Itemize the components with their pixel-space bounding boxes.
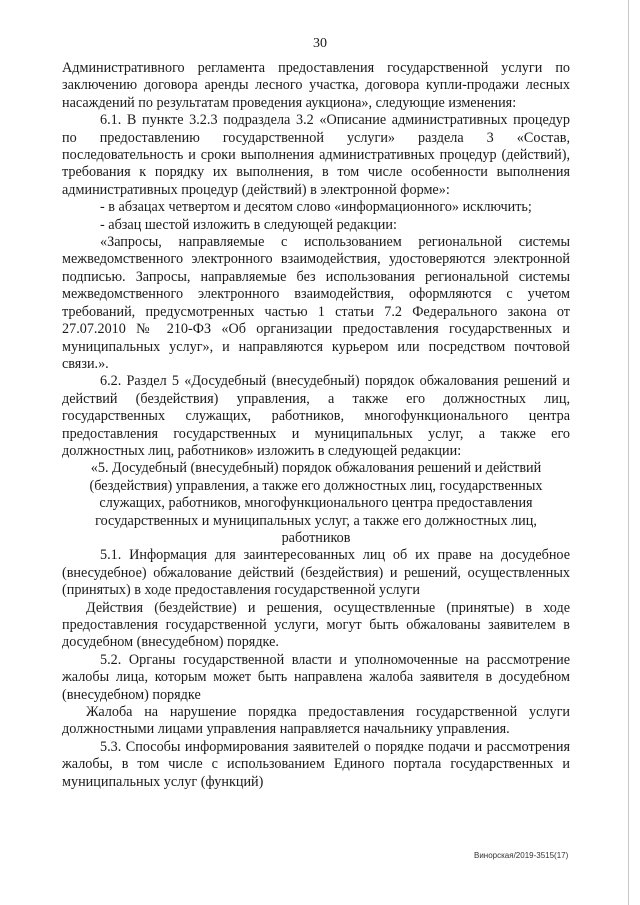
document-body [62, 60, 570, 791]
footer-stamp: Винорская/2019-3515(17) [474, 851, 569, 860]
paragraph: «5. Досудебный (внесудебный) порядок обжалования решений и действий (бездействия) управления, а также его должностных лиц, государственных служащих, работников, многофункционального центра предоставления государственных и муниципальных услуг, а также его должностных лиц, работников [89, 460, 543, 546]
paragraph: «Запросы, направляемые с использованием региональной системы межведомственного электронного взаимодействия, удостоверяются электронной подписью. Запросы, направляемые без использования региональной системы межведомственного электронного взаимодействия, оформляются с учетом требований, предусмотренных частью 1 статьи 7.2 Федерального закона от 27.07.2010 № 210-ФЗ «Об организации предоставления государственных и муниципальных услуг», и направляются курьером или посредством почтовой связи.». [62, 234, 570, 372]
paragraph: 5.1. Информация для заинтересованных лиц об их праве на досудебное (внесудебное) обжалование действий (бездействия) и решений, осуществленных (принятых) в ходе предоставления государственной услуги [62, 547, 570, 599]
paragraph: 6.2. Раздел 5 «Досудебный (внесудебный) порядок обжалования решений и действий (бездействия) управления, а также его должностных лиц, государственных служащих, работников, многофункционального центра предоставления государственных и муниципальных услуг, а также его должностных лиц, работников» изложить в следующей редакции: [62, 373, 570, 459]
paragraph: 5.2. Органы государственной власти и уполномоченные на рассмотрение жалобы лица, которым может быть направлена жалоба заявителя в досудебном (внесудебном) порядке [62, 651, 570, 703]
paragraph: - в абзацах четвертом и десятом слово «информационного» исключить; [100, 199, 532, 216]
paragraph: Действия (бездействие) и решения, осуществленные (принятые) в ходе предоставления государственной услуги, могут быть обжалованы заявителем в досудебном (внесудебном) порядке. [62, 599, 570, 651]
paragraph: 6.1. В пункте 3.2.3 подраздела 3.2 «Описание административных процедур по предоставлению государственной услуги» раздела 3 «Состав, последовательность и сроки выполнения административных процедур (действий), требования к порядку их выполнения, в том числе особенности выполнения административных процедур (действий) в электронной форме»: [62, 112, 570, 198]
page-edge-divider [628, 0, 629, 905]
paragraph: Административного регламента предоставления государственной услуги по заключению договора аренды лесного участка, договора купли-продажи лесных насаждений по результатам проведения аукциона», следующие изменения: [62, 60, 570, 111]
page-number: 30 [313, 36, 327, 51]
paragraph: - абзац шестой изложить в следующей редакции: [100, 216, 397, 233]
paragraph: Жалоба на нарушение порядка предоставления государственной услуги должностными лицами управления направляется начальнику управления. [62, 704, 570, 738]
paragraph: 5.3. Способы информирования заявителей о порядке подачи и рассмотрения жалобы, в том числе с использованием Единого портала государственных и муниципальных услуг (функций) [62, 738, 570, 790]
